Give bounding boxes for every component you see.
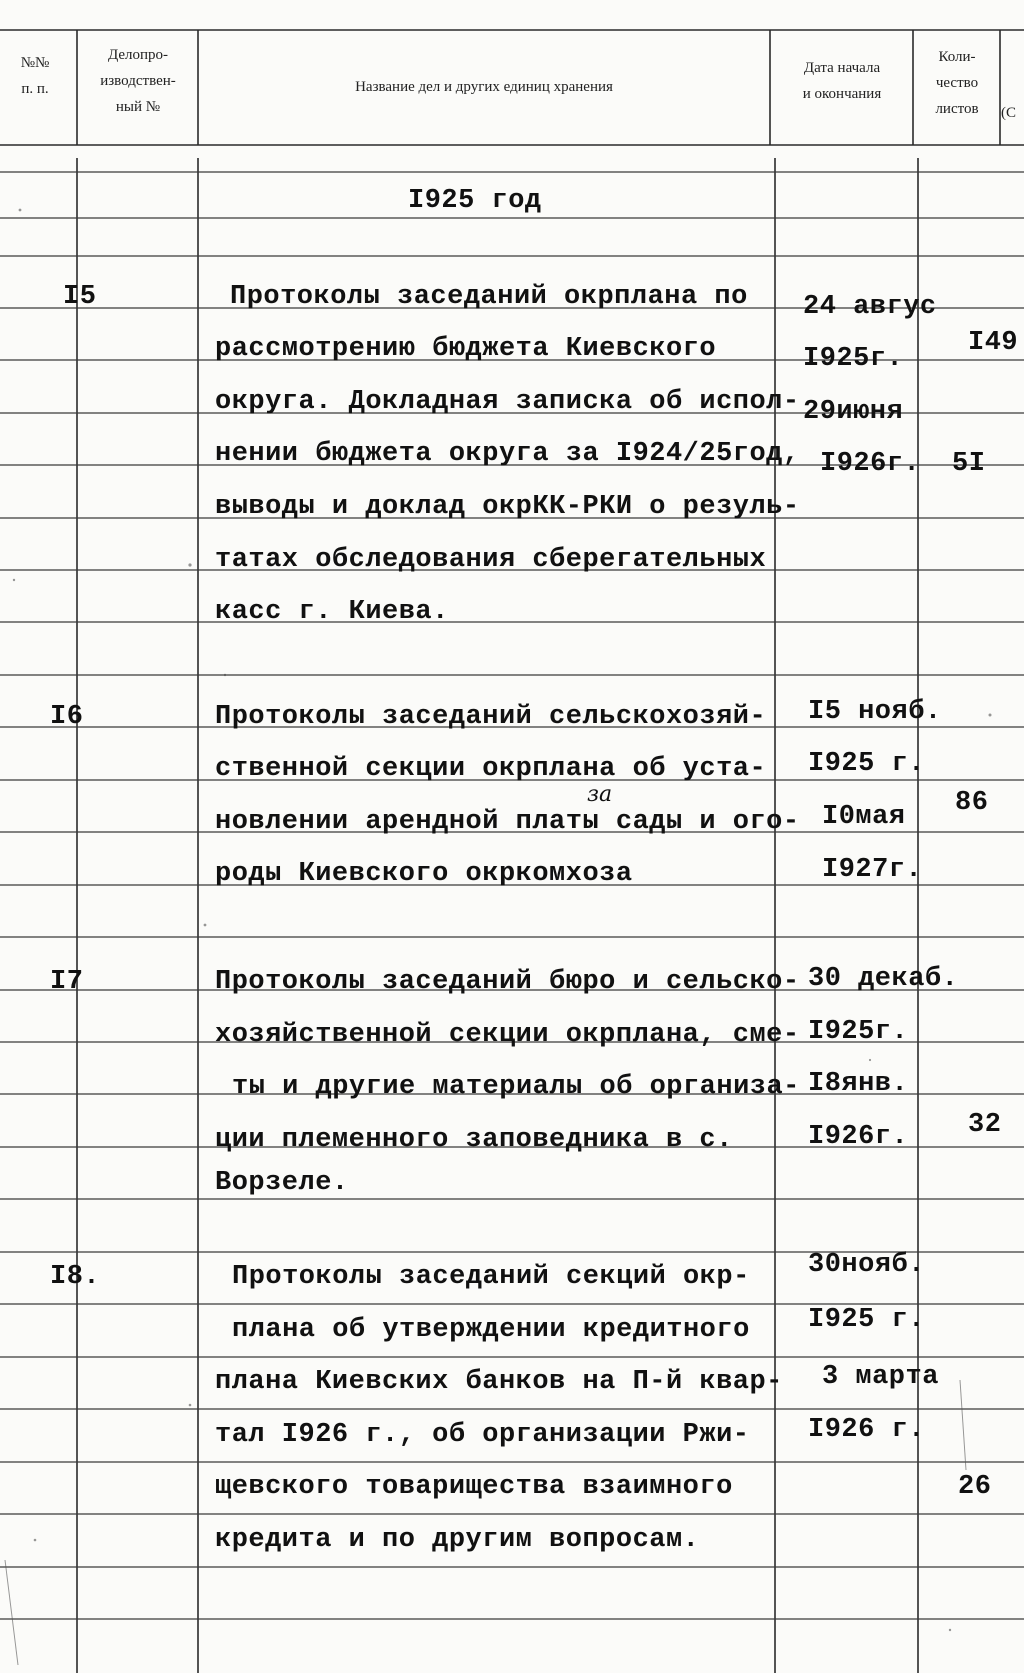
header-col-office-no: Делопро- изводствен- ный №: [100, 47, 176, 115]
record-16-title-line: Протоколы заседаний сельскохозяй-: [215, 702, 767, 732]
record-16-title-line: новлении арендной платы сады и ого-: [215, 807, 800, 837]
record-15-title-line: касс г. Киева.: [215, 597, 449, 627]
record-17-title-line: ты и другие материалы об организа-: [232, 1072, 800, 1102]
header-col-extra: (С: [1001, 105, 1016, 121]
record-18-date: I925 г.: [808, 1305, 925, 1335]
header-col-dates: Дата начала и окончания: [802, 60, 882, 102]
record-16-title-line: ственной секции окрплана об уста-: [215, 754, 767, 784]
record-18-title-line: плана Киевских банков на П-й квар-: [215, 1367, 783, 1397]
record-15-title-line: Протоколы заседаний окрплана по: [230, 282, 748, 312]
record-15-sheets: 5I: [952, 449, 986, 479]
record-17-date: I8янв.: [808, 1069, 909, 1099]
record-17-date: 30 декаб.: [808, 964, 959, 994]
record-17-title-line: ции племенного заповедника в с.: [215, 1125, 733, 1155]
record-15-title-line: нении бюджета округа за I924/25год,: [215, 439, 800, 469]
record-17-sheets: 32: [968, 1110, 1002, 1140]
year-heading: I925 год: [408, 186, 542, 216]
record-16-number: I6: [50, 702, 84, 732]
record-17-date: I926г.: [808, 1122, 909, 1152]
header-col-no: №№ п. п.: [20, 55, 50, 97]
record-16-handwritten-insert: за: [587, 782, 613, 807]
record-15-title-line: татах обследования сберегательных: [215, 545, 767, 575]
record-17-title-line: Ворзеле.: [215, 1168, 349, 1198]
record-18-title-line: Протоколы заседаний секций окр-: [232, 1262, 750, 1292]
record-15-number: I5: [63, 282, 97, 312]
record-16-date: I925 г.: [808, 749, 925, 779]
record-15-date: I926г.: [820, 449, 921, 479]
record-18-sheets: 26: [958, 1472, 992, 1502]
record-16-date: I5 нояб.: [808, 697, 942, 727]
record-15-title-line: выводы и доклад окрКК-РКИ о резуль-: [215, 492, 800, 522]
record-17-title-line: хозяйственной секции окрплана, сме-: [215, 1020, 800, 1050]
record-18-number: I8.: [50, 1262, 101, 1292]
header-col-title: Название дел и других единиц хранения: [355, 79, 613, 95]
record-15-title-line: рассмотрению бюджета Киевского: [215, 334, 717, 364]
record-17-number: I7: [50, 967, 84, 997]
header-col-sheets: Коли- чество листов: [935, 49, 979, 117]
record-15-date: 24 авгус: [803, 292, 937, 322]
record-18-title-line: плана об утверждении кредитного: [232, 1315, 750, 1345]
record-17-date: I925г.: [808, 1017, 909, 1047]
record-18-date: 30нояб.: [808, 1250, 925, 1280]
record-16-date: I927г.: [822, 855, 923, 885]
record-15-date: I925г.: [803, 344, 904, 374]
record-16-title-line: роды Киевского окркомхоза: [215, 859, 633, 889]
record-16-sheets: 86: [955, 788, 989, 818]
record-17-title-line: Протоколы заседаний бюро и сельско-: [215, 967, 800, 997]
record-18-date: I926 г.: [808, 1415, 925, 1445]
record-16-date: I0мая: [822, 802, 906, 832]
record-15-date: 29июня: [803, 397, 904, 427]
record-15-title-line: округа. Докладная записка об испол-: [215, 387, 800, 417]
record-15-sheets: I49: [968, 328, 1019, 358]
record-18-title-line: щевского товарищества взаимного: [215, 1472, 733, 1502]
record-18-date: 3 марта: [822, 1362, 939, 1392]
record-18-title-line: кредита и по другим вопросам.: [215, 1525, 700, 1555]
record-18-title-line: тал I926 г., об организации Ржи-: [215, 1420, 750, 1450]
